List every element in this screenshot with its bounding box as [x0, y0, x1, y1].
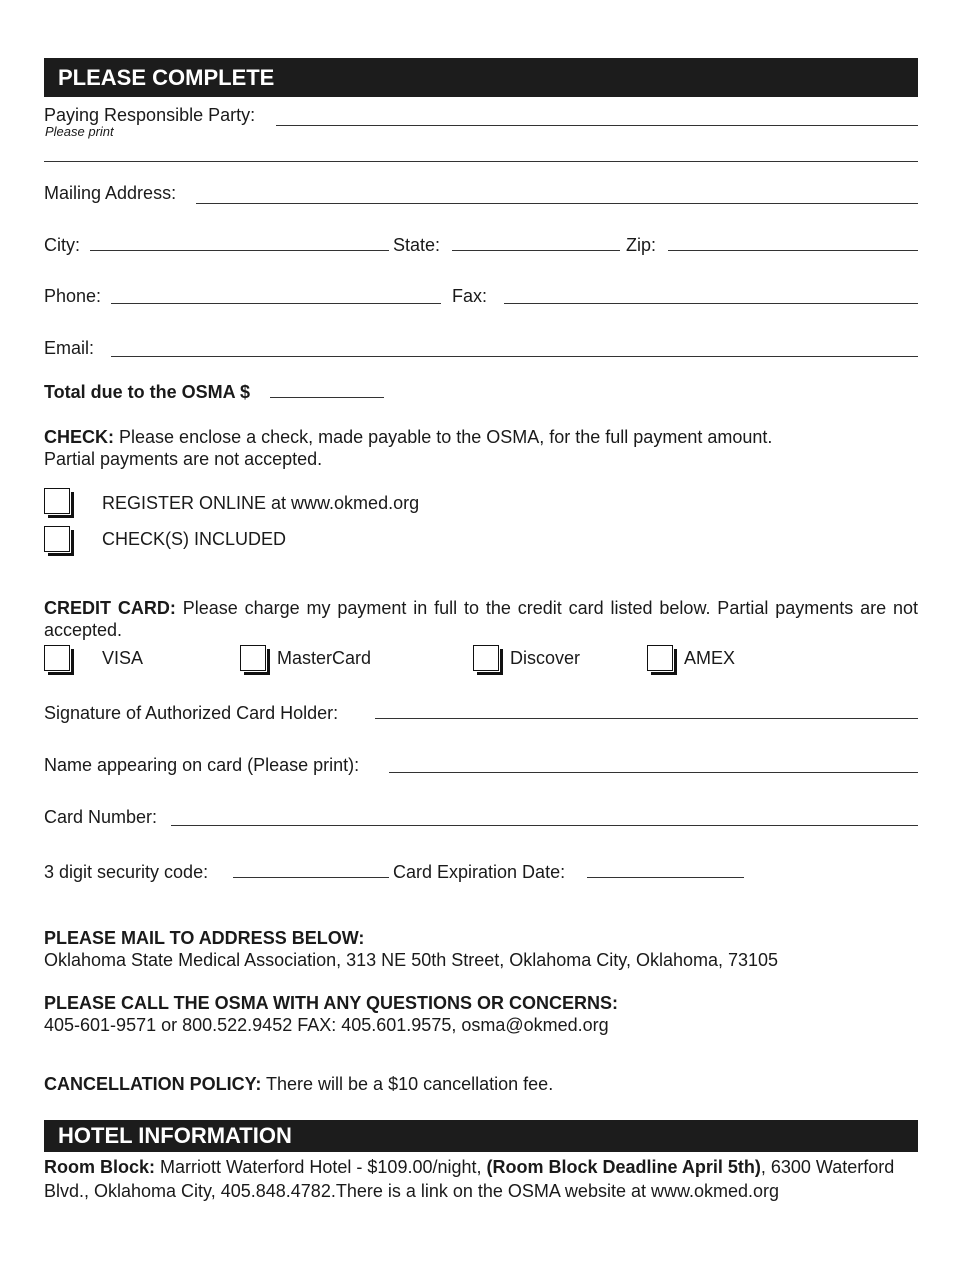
mail-address: Oklahoma State Medical Association, 313 NE 50th Street, Oklahoma City, Oklahoma, 73105	[44, 950, 779, 970]
city-field[interactable]	[90, 250, 389, 251]
hotel-text2: , 6300 Waterford Blvd., Oklahoma City, 405.848.4782.There is a link on the OSMA website at www.okmed.org	[44, 1157, 895, 1201]
security-code-field[interactable]	[233, 877, 389, 878]
section-title: PLEASE COMPLETE	[58, 65, 275, 90]
room-block-deadline: (Room Block Deadline April 5th)	[486, 1157, 761, 1177]
mastercard-label: MasterCard	[277, 648, 372, 668]
mailing-address-field[interactable]	[196, 203, 918, 204]
visa-label: VISA	[102, 648, 144, 668]
section-header-please-complete	[44, 58, 918, 97]
amex-checkbox[interactable]	[647, 645, 673, 671]
name-on-card-label: Name appearing on card (Please print):	[44, 755, 360, 775]
cancellation-heading: CANCELLATION POLICY:	[44, 1074, 262, 1094]
total-due-field[interactable]	[270, 397, 384, 398]
city-label: City:	[44, 235, 80, 255]
expiration-date-field[interactable]	[587, 877, 744, 878]
discover-checkbox[interactable]	[473, 645, 499, 671]
zip-field[interactable]	[668, 250, 918, 251]
email-label: Email:	[44, 338, 95, 358]
mail-heading: PLEASE MAIL TO ADDRESS BELOW:	[44, 928, 365, 948]
name-on-card-field[interactable]	[389, 772, 918, 773]
discover-label: Discover	[510, 648, 581, 668]
hotel-text1: Marriott Waterford Hotel - $109.00/night,	[160, 1157, 482, 1177]
checks-included-label: CHECK(S) INCLUDED	[102, 529, 287, 549]
register-online-label: REGISTER ONLINE at www.okmed.org	[102, 493, 420, 513]
email-field[interactable]	[111, 356, 918, 357]
card-number-field[interactable]	[171, 825, 918, 826]
state-field[interactable]	[452, 250, 620, 251]
please-print-note: Please print	[45, 124, 114, 139]
hotel-title: HOTEL INFORMATION	[58, 1123, 292, 1148]
section-header-hotel-information	[44, 1120, 918, 1152]
check-heading: CHECK:	[44, 427, 114, 447]
mail-section	[44, 927, 918, 971]
mastercard-checkbox[interactable]	[240, 645, 266, 671]
hotel-info	[44, 1155, 918, 1203]
room-block-label: Room Block:	[44, 1157, 156, 1177]
fax-label: Fax:	[452, 286, 488, 306]
cancellation-section	[44, 1073, 918, 1095]
check-instructions	[44, 426, 918, 470]
signature-label: Signature of Authorized Card Holder:	[44, 703, 339, 723]
paying-party-label: Paying Responsible Party:	[44, 105, 256, 125]
cancellation-text: There will be a $10 cancellation fee.	[266, 1074, 554, 1094]
amex-label: AMEX	[684, 648, 736, 668]
register-online-checkbox[interactable]	[44, 488, 70, 514]
checks-included-checkbox[interactable]	[44, 526, 70, 552]
expiration-date-label: Card Expiration Date:	[393, 862, 566, 882]
card-number-label: Card Number:	[44, 807, 158, 827]
phone-field[interactable]	[111, 303, 441, 304]
signature-field[interactable]	[375, 718, 918, 719]
check-text-line1: Please enclose a check, made payable to the OSMA, for the full payment amount.	[119, 427, 773, 447]
call-heading: PLEASE CALL THE OSMA WITH ANY QUESTIONS OR CONCERNS:	[44, 993, 619, 1013]
credit-card-heading: CREDIT CARD:	[44, 598, 176, 618]
check-text-line2: Partial payments are not accepted.	[44, 449, 323, 469]
credit-card-instructions	[44, 597, 918, 641]
paying-party-field[interactable]	[276, 125, 918, 126]
visa-checkbox[interactable]	[44, 645, 70, 671]
mailing-address-label: Mailing Address:	[44, 183, 177, 203]
security-code-label: 3 digit security code:	[44, 862, 209, 882]
call-contact: 405-601-9571 or 800.522.9452 FAX: 405.601.9575, osma@okmed.org	[44, 1015, 609, 1035]
total-due-label: Total due to the OSMA $	[44, 382, 250, 402]
paying-party-field-line2[interactable]	[44, 161, 918, 162]
fax-field[interactable]	[504, 303, 918, 304]
credit-card-text: Please charge my payment in full to the credit card listed below. Partial payments are not accepted.	[44, 598, 918, 640]
phone-label: Phone:	[44, 286, 102, 306]
zip-label: Zip:	[626, 235, 657, 255]
call-section	[44, 992, 918, 1036]
state-label: State:	[393, 235, 441, 255]
